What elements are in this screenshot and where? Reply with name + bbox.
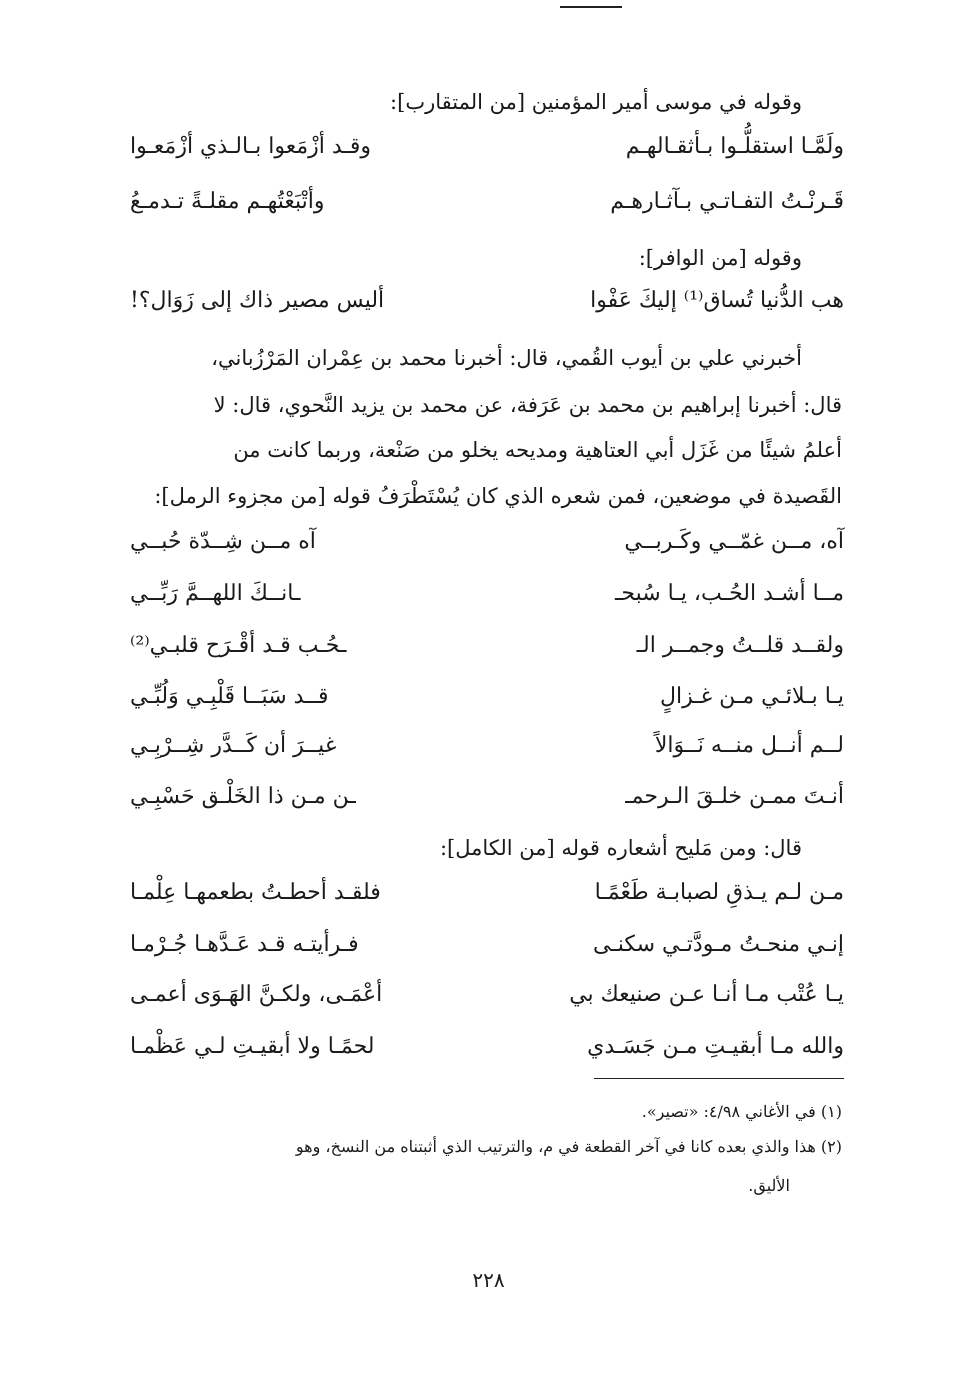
verse-line [130,1034,844,1074]
verse-second-hemistich: آه مــن شِــدّة حُبــي [130,529,316,554]
verse-line [130,684,844,724]
verse-first-hemistich: أنـتَ ممـن خلـقَ الـرحمـ [625,784,844,809]
verse-second-hemistich: ـانــكَ اللهــمَّ رَبِّــي [130,581,301,606]
verse-first-hemistich: والله مـا أبقيـتِ مـن جَسَـدي [587,1034,844,1059]
verse-line [130,633,844,673]
verse-first-hemistich: لــم أنــل منــه نَــوَالاً [654,733,844,758]
verse-second-hemistich: أليس مصير ذاك إلى زَوَال؟! [130,288,385,313]
verse-line [130,784,844,824]
paragraph-line: القَصيدة في موضعين، فمن شعره الذي كان يُسْتَطْرَفُ قوله [من مجزوء الرمل]: [154,484,842,508]
paragraph-line: أعلمُ شيئًا من غَزَل أبي العتاهية ومديحه يخلو من صَنْعة، وربما كانت من [233,438,842,462]
footnote-1: (١) في الأغاني ٤/٩٨: «تصير». [641,1102,842,1121]
verse-first-hemistich: يـا عُتْب مـا أنـا عـن صنيعك بي [569,982,844,1007]
verse-first-hemistich: إنـي منحـتُ مـودَّتـي سكنـى [593,932,844,957]
verse-first-hemistich: آه، مــن غمّــي وكَـربــي [624,529,844,554]
verse-first-hemistich: هب الدُّنيا تُساق⁽¹⁾ إليكَ عَفْوا [590,288,844,313]
verse-first-hemistich: يـا بـلائـي مـن غـزالٍ [659,684,844,709]
page-number: ٢٢٨ [472,1268,505,1292]
verse-second-hemistich: ـن مـن ذا الخَلْـق حَسْبِـي [130,784,356,809]
verse-line [130,581,844,621]
verse-line [130,733,844,773]
verse-second-hemistich: غيــرَ أن كَــدَّر شِــرْبِـي [130,733,337,758]
verse-line [130,880,844,920]
verse-line [130,288,844,328]
verse-second-hemistich: وقـد أزْمَعوا بـالـذي أزْمَعـوا [130,134,371,159]
verse-first-hemistich: قَـرنْـتُ التفـاتـي بـآثـارهـم [610,189,844,214]
verse-first-hemistich: مــا أشـد الحُـب، يـا سُبحـ [614,581,844,606]
verse-line [130,982,844,1022]
paragraph-line: أخبرني علي بن أيوب القُمي، قال: أخبرنا محمد بن عِمْران المَرْزُباني، [211,346,802,370]
verse-second-hemistich: أعْمَـى، ولكـنَّ الهَـوَى أعمـى [130,982,383,1007]
verse-second-hemistich: ـحُـب قـد أقْـرَح قلبـي⁽²⁾ [130,633,347,658]
verse-second-hemistich: وأتْبَعْتُهـم مقلـةً تـدمـعُ [130,189,325,214]
verse-line [130,932,844,972]
verse-second-hemistich: فلقـد أحطـتُ بطعمهـا عِلْمـا [130,880,381,905]
intro-line-2: وقوله [من الوافر]: [638,246,802,270]
paragraph-line: قال: أخبرنا إبراهيم بن محمد بن عَرَفة، عن محمد بن يزيد النَّحوي، قال: لا [213,393,842,417]
intro-line-3: قال: ومن مَليح أشعاره قوله [من الكامل]: [439,836,802,860]
verse-first-hemistich: مـن لـم يـذقِ لصبابـة طَعْمًـا [594,880,844,905]
verse-line [130,529,844,569]
verse-second-hemistich: فـرأيتـه قـد عَـدَّهـا جُـرْمـا [130,932,359,957]
verse-second-hemistich: قــد سَبَــا قَلْبِـي وَلُبِّـي [130,684,329,709]
top-rule [560,6,622,8]
verse-line [130,189,844,229]
footnote-2-continuation: الأليق. [748,1176,790,1195]
footnote-2: (٢) هذا والذي بعده كانا في آخر القطعة في م، والترتيب الذي أثبتناه من النسخ، وهو [295,1137,842,1156]
footnote-separator [594,1078,844,1079]
verse-first-hemistich: ولَمَّـا استقلُّـوا بـأثقـالهـم [625,134,844,159]
verse-line [130,134,844,174]
verse-second-hemistich: لحمًـا ولا أبقيـتِ لـي عَظْمـا [130,1034,375,1059]
verse-first-hemistich: ولقــد قلــتُ وجمــر الـ [636,633,844,658]
intro-line-1: وقوله في موسى أمير المؤمنين [من المتقارب]: [390,90,802,114]
